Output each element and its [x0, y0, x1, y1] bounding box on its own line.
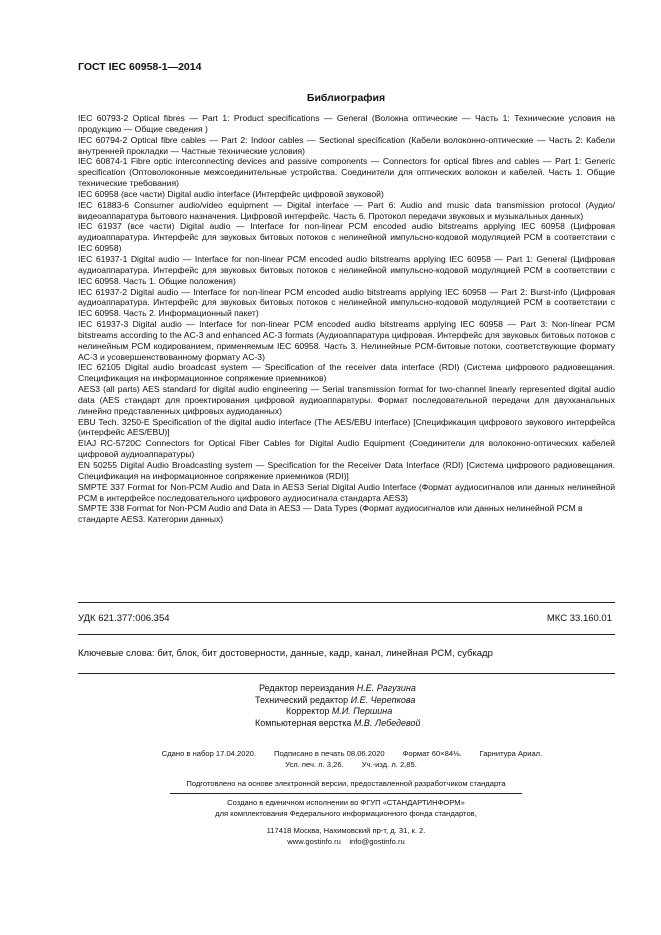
credit-name: М.И. Першина [331, 706, 393, 717]
credit-line [255, 718, 421, 730]
publisher-line: Создано в единичном исполнении во ФГУП «СТАНДАРТИНФОРМ» [227, 798, 465, 807]
divider [170, 793, 522, 794]
bibliography-entry: IEC 61883-6 Consumer audio/video equipment — Digital interface — Part 6: Audio and music data transmission protocol (Аудио/видеоаппаратура бытового назначения. Цифровой интерфейс. Часть 6. Протокол передачи звуковых и музыкальных данных) [78, 199, 615, 221]
bibliography-entry: IEC 61937 (все части) Digital audio — Interface for non-linear PCM encoded audio bitstreams applying IEC 60958 (Цифровая аудиоаппаратура. Интерфейс для звуковых битовых потоков с нелинейной импульсно-кодовой модуляцией PCM в соответствии с IEC 60958) [78, 221, 615, 254]
publisher-address: 117418 Москва, Нахимовский пр-т, д. 31, к. 2. [266, 826, 426, 835]
bibliography-entry: IEC 60793-2 Optical fibres — Part 1: Product specifications — General (Волокна оптические — Часть 1: Технические условия на продукцию — Общие сведения ) [78, 113, 615, 134]
credit-role: Технический редактор [255, 694, 349, 705]
credit-role: Редактор переиздания [259, 683, 355, 693]
bibliography-entry: EIAJ RC-5720C Connectors for Optical Fiber Cables for Digital Audio Equipment (Соединители для волоконно-оптических кабелей цифровой аудиоаппаратуры) [78, 438, 615, 460]
electronic-version-note: Подготовлено на основе электронной версии, предоставленной разработчиком стандарта [186, 779, 506, 788]
bibliography-entry: SMPTE 337 Format for Non-PCM Audio and Data in AES3 Serial Digital Audio Interface (Формат аудиосигналов или данных нелинейной PCM в интерфейсе последовательного цифрового аудиосигнала стандарта AES3) [78, 481, 615, 503]
divider [78, 634, 615, 635]
editorial-credits [255, 683, 421, 729]
email-link[interactable]: info@gostinfo.ru [349, 837, 405, 846]
credit-name: И.Е. Черепкова [350, 694, 416, 705]
bibliography-entry: IEC 61937-2 Digital audio — Interface for non-linear PCM encoded audio bitstreams applying IEC 60958 — Part 2: Burst-info (Цифровая аудиоаппаратура. Интерфейс для звуковых битовых потоков с нелинейной импульсно-кодовой модуляцией PCM в соответствии с IEC 60958. Часть 2. Информационный пакет) [78, 286, 615, 319]
print-details-row [78, 748, 614, 759]
bibliography-entry: IEC 61937-3 Digital audio — Interface for non-linear PCM encoded audio bitstreams applying IEC 60958 — Part 3: Non-linear PCM bitstreams according to the AC-3 and enhanced AC-3 formats (Аудиоаппаратура цифровая. Интерфейс для звуковых битовых потоков с нелинейным PCM кодированием, применяемым IEC 60958. Часть 3. Нелинейные PCM-битовые потоки, соответствующие формату AC-3 и усовершенствованному формату AC-3) [78, 319, 615, 362]
publisher-info [78, 797, 614, 847]
bibliography-entry: EBU Tech. 3250-E Specification of the digital audio interface (The AES/EBU interface) [Спецификация цифрового звукового интерфейса (интерфейс AES/EBU)] [78, 416, 615, 438]
divider [78, 673, 615, 674]
credit-role: Компьютерная верстка [255, 717, 352, 728]
bibliography-entry: SMPTE 338 Format for Non-PCM Audio and Data in AES3 — Data Types (Формат аудиосигналов или данных нелинейной PCM в стандарте AES3. Категории данных) [78, 503, 583, 525]
bibliography-entry: IEC 60874-1 Fibre optic interconnecting devices and passive components — Connectors for optical fibres and cables — Part 1: Generic specification (Оптоволоконные межсоединительные устройства. Соединители для оптических волокон и кабелей. Часть 1. Общие технические требования) [78, 156, 615, 189]
typeface: Гарнитура Ариал. [479, 749, 543, 758]
credit-role: Корректор [286, 706, 330, 717]
bibliography-entry: IEC 60794-2 Optical fibre cables — Part 2: Indoor cables — Sectional specification (Кабели волоконно-оптические — Часть 2: Кабели внутренней прокладки — Частные технические условия) [78, 134, 615, 156]
divider [78, 602, 615, 603]
publisher-contacts [78, 836, 614, 847]
print-details-row [78, 759, 614, 770]
paper-format: Формат 60×84⅛. [402, 749, 462, 758]
printed-sheets: Усл. печ. л. 3,26. [285, 760, 344, 769]
bibliography-entry: IEC 60958 (все части) Digital audio interface (Интерфейс цифровой звуковой) [78, 188, 384, 199]
bibliography-entry: IEC 61937-1 Digital audio — Interface for non-linear PCM encoded audio bitstreams applying IEC 60958 — Part 1: General (Цифровая аудиоаппаратура. Интерфейс для звуковых битовых потоков с нелинейной импульсно-кодовой модуляцией PCM в соответствии с IEC 60958. Часть 1. Общие положения) [78, 253, 615, 286]
credit-line [255, 706, 421, 718]
classification-row [78, 613, 612, 624]
bibliography-title: Библиография [306, 92, 386, 104]
credit-line [255, 695, 421, 707]
keywords: Ключевые слова: бит, блок, бит достоверности, данные, кадр, канал, линейная PCM, субкадр [78, 648, 493, 659]
publisher-sheets: Уч.-изд. л. 2,85. [361, 760, 417, 769]
bibliography-entry: IEC 62105 Digital audio broadcast system — Specification of the receiver data interface (RDI) (Система цифрового радиовещания. Спецификация на информационное сопряжение приемников) [78, 362, 615, 384]
bibliography-list [78, 113, 615, 525]
website-link[interactable]: www.gostinfo.ru [287, 837, 341, 846]
signed-date: Подписано в печать 08.06.2020 [274, 749, 385, 758]
bibliography-entry: EN 50255 Digital Audio Broadcasting system — Specification for the Receiver Data Interface (RDI) [Система цифрового радиовещания. Спецификация на информационное сопряжение приемников (RDI)] [78, 460, 615, 481]
credit-name: М.В. Лебедевой [353, 717, 421, 728]
publisher-line: для комплектования Федерального информационного фонда стандартов, [215, 809, 477, 818]
mks-code: МКС 33.160.01 [546, 613, 612, 624]
udk-code: УДК 621.377:006.354 [78, 613, 170, 624]
print-details [78, 748, 614, 770]
document-code: ГОСТ IEC 60958-1—2014 [78, 61, 202, 73]
credit-name: Н.Е. Рагузина [356, 683, 416, 693]
typeset-date: Сдано в набор 17.04.2020. [161, 749, 257, 758]
credit-line [255, 683, 421, 695]
bibliography-entry: AES3 (all parts) AES standard for digital audio engineering — Serial transmission format for two-channel linearly represented digital audio data (AES стандарт для проектирования цифровой аудиоаппаратуры. Формат последовательной передачи для двухканальных линейно представленных цифровых аудиоданных) [78, 384, 615, 416]
